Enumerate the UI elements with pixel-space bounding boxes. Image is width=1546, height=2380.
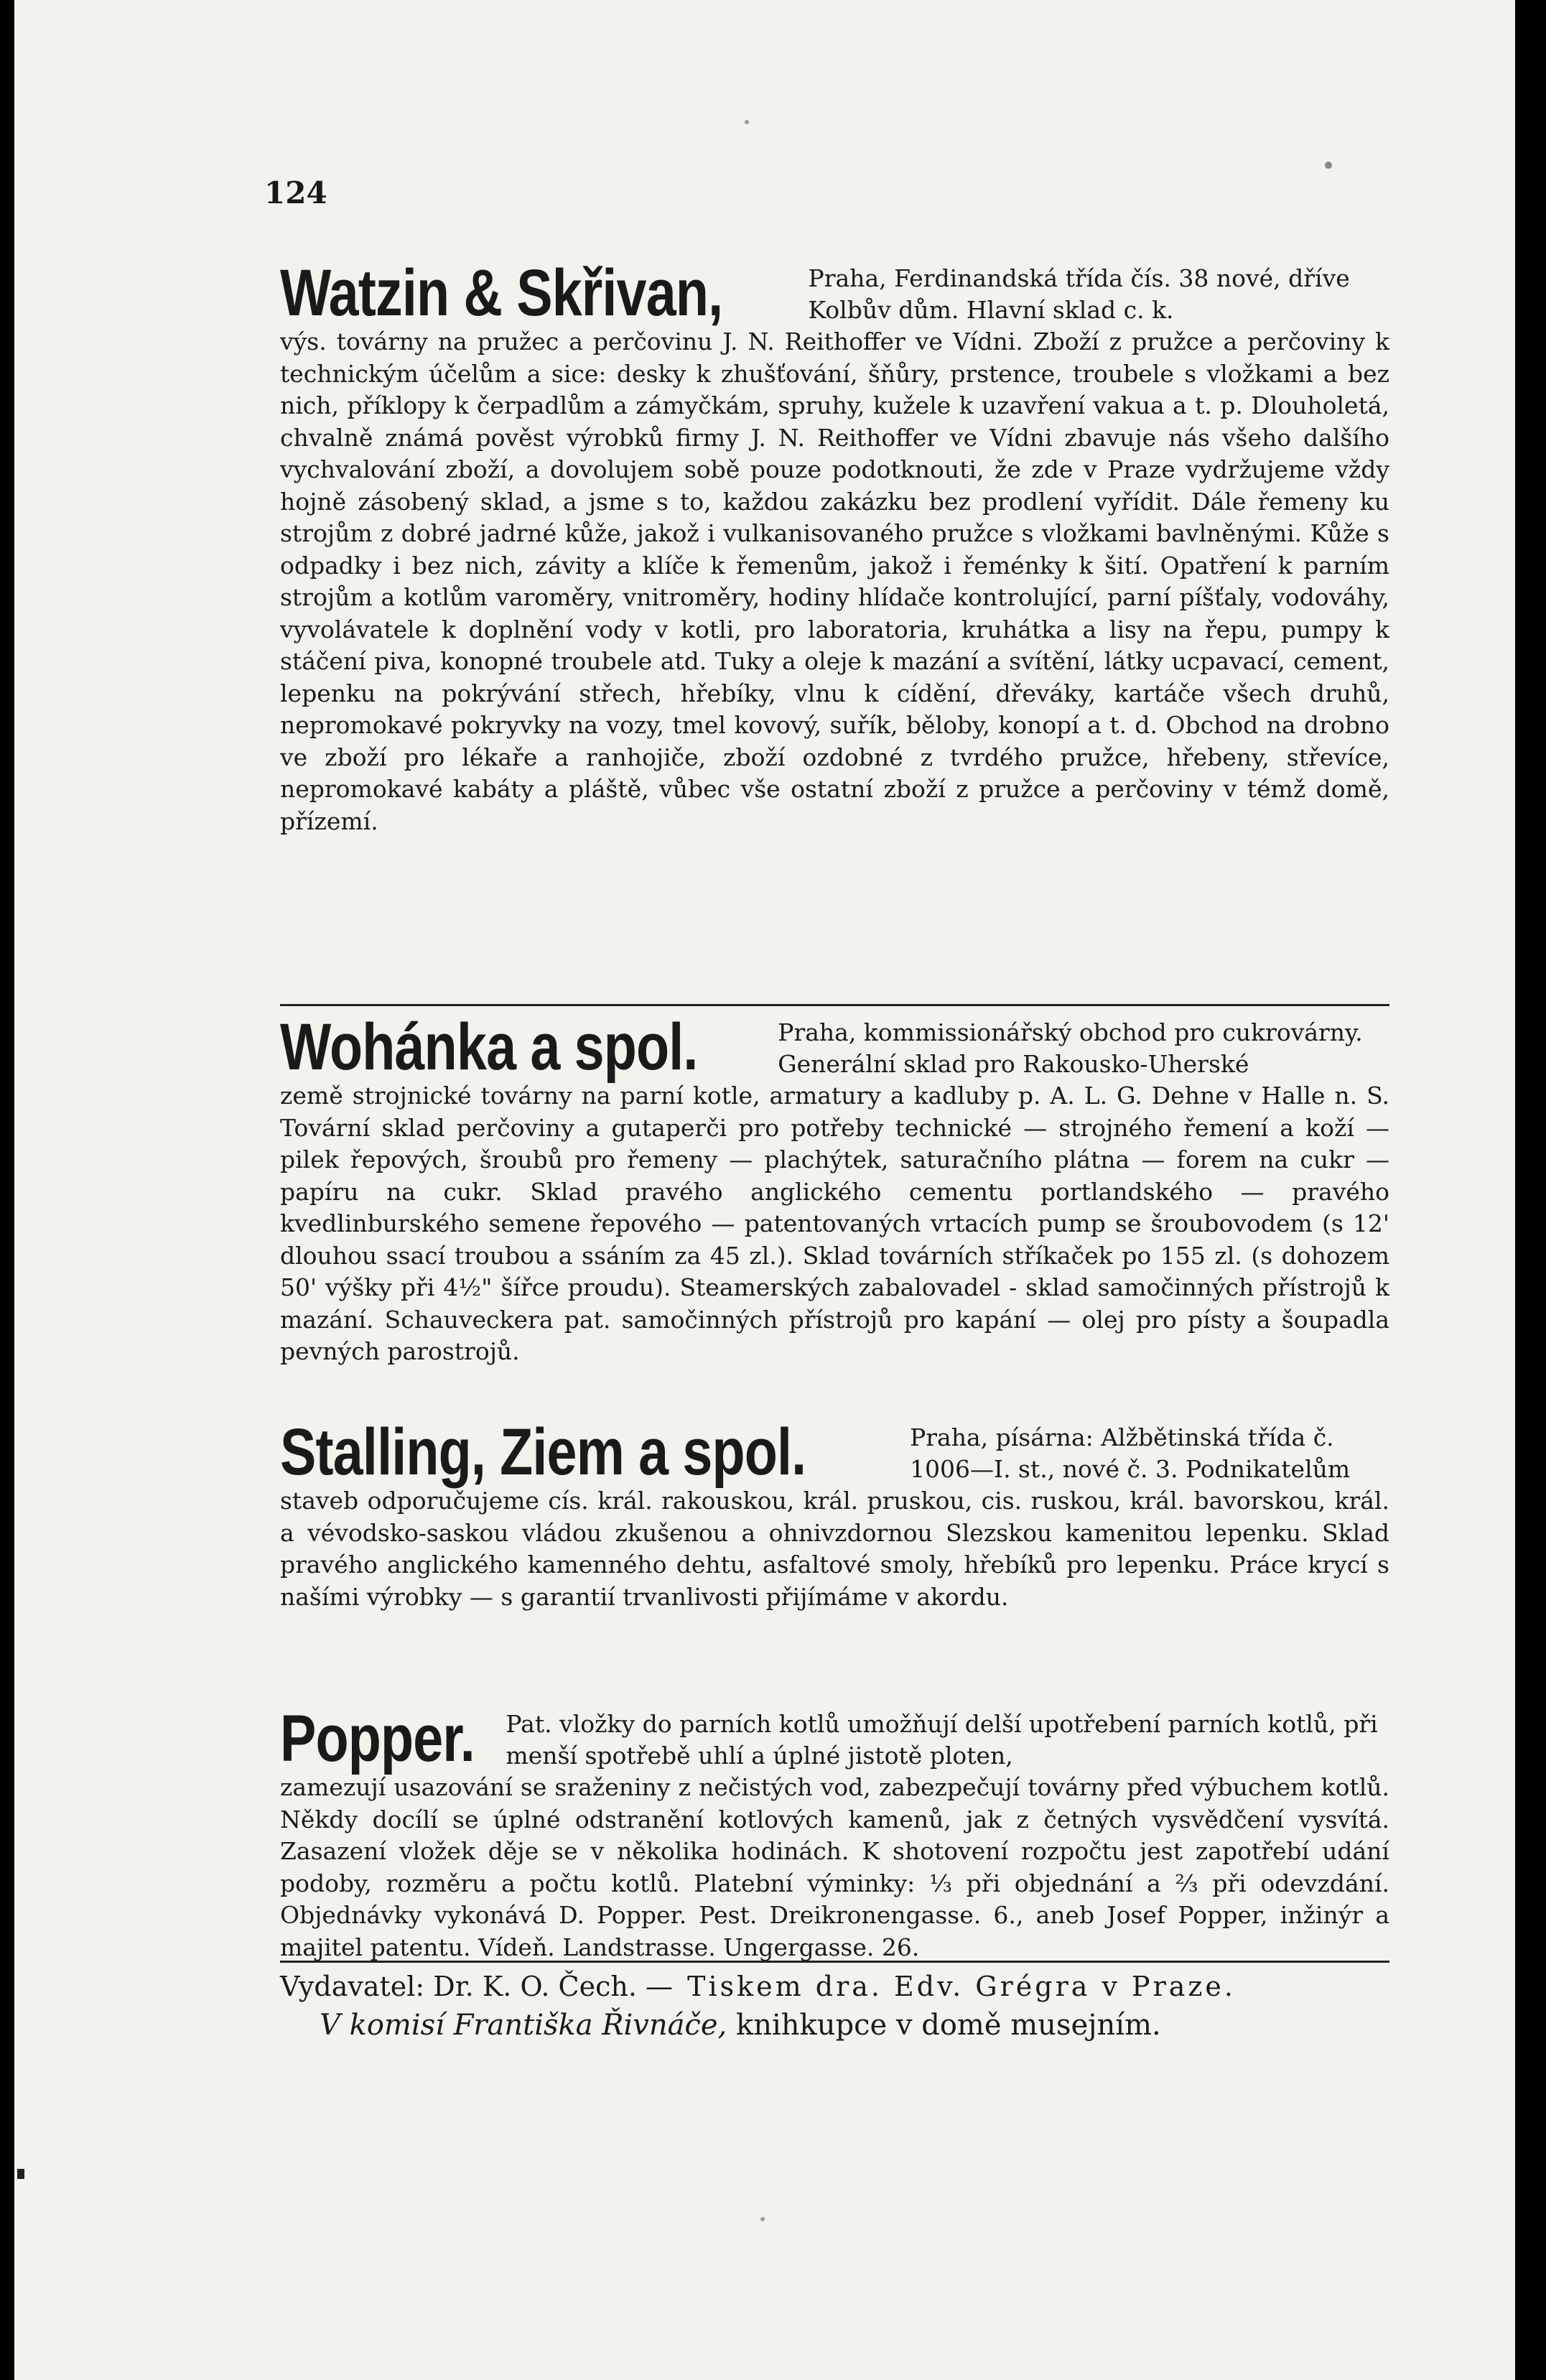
publisher-label: Vydavatel:: [280, 1971, 425, 2002]
page-number: 124: [264, 175, 327, 210]
commission-rest: knihkupce v domě musejním.: [735, 2009, 1161, 2042]
printer-credit: — Tiskem dra. Edv. Grégra v Praze.: [646, 1971, 1236, 2002]
speck: [17, 2169, 24, 2179]
page: [14, 0, 1515, 2380]
firm-name: Popper.: [280, 1702, 475, 1775]
advert-heading: Pat. vložky do parních kotlů umožňují delší upotřebení parních kotlů, při menší spotřebě uhlí a úplné jistotě ploten,: [506, 1710, 1378, 1770]
advert-heading: Praha, kommissionářský obchod pro cukrovárny. Generální sklad pro Rakousko-Uherské: [778, 1018, 1363, 1078]
speck: [1325, 162, 1332, 169]
commission-prefix: V komisí Františka Řivnáče,: [320, 2009, 727, 2042]
scan-specks: [14, 0, 1515, 2380]
advert-heading: Praha, Ferdinandská třída čís. 38 nové, dříve Kolbův dům. Hlavní sklad c. k.: [808, 264, 1350, 324]
advert-body: zamezují usazování se sraženiny z nečistých vod, zabezpečují továrny před výbuchem kotlů. Někdy docílí se úplné odstranění kotlových kamenů, jak z četných vysvědčení vysvítá. Zasazení vložek děje se v několika hodinách. K shotovení rozpočtu jest zapotřebí udání podoby, rozměru a počtu kotlů. Platební výminky: ⅓ při objednání a ⅔ při odevzdání. Objednávky vykonává D. Popper. Pest. Dreikronengasse. 6., aneb Josef Popper, inžinýr a majitel patentu. Vídeň. Landstrasse. Ungergasse. 26.: [280, 1773, 1389, 1961]
speck: [760, 2217, 765, 2221]
advert-body: staveb odporučujeme cís. král. rakouskou, král. pruskou, cis. ruskou, král. bavorskou, král. a vévodsko-saskou vládou zkušenou a ohnivzdornou Slezskou kamenitou lepenku. Sklad pravého anglického kamenného dehtu, asfaltové smoly, hřebíků pro lepenku. Práce krycí s našími výrobky — s garantií trvanlivosti přijímáme v akordu.: [280, 1487, 1389, 1611]
advert-body: země strojnické továrny na parní kotle, armatury a kadluby p. A. L. G. Dehne v Halle n. S. Tovární sklad perčoviny a gutaperči pro potřeby technické — strojného řemení a koží — pilek řepových, šroubů pro řemeny — plachýtek, saturačního plátna — forem na cukr — papíru na cukr. Sklad pravého anglického cementu portlandského — pravého kvedlinburského semene řepového — patentovaných vrtacích pump se šroubovodem (s 12' dlouhou ssací troubou a ssáním za 45 zl.). Sklad továrních stříkaček po 155 zl. (s dohozem 50' výšky při 4½" šířce proudu). Steamerských zabalovadel - sklad samočinných přístrojů k mazání. Schauveckera pat. samočinných přístrojů pro kapání — olej pro písty a šoupadla pevných parostrojů.: [280, 1082, 1389, 1365]
firm-name: Watzin & Skřivan,: [280, 256, 723, 330]
advert-body: výs. továrny na pružec a perčovinu J. N. Reithoffer ve Vídni. Zboží z pružce a perčoviny k technickým účelům a sice: desky k zhušťování, šňůry, prstence, troubele s vložkami a bez nich, příklopy k čerpadlům a zámyčkám, spruhy, kužele k uzavření vakua a t. p. Dlouholetá, chvalně známá pověst výrobků firmy J. N. Reithoffer ve Vídni zbavuje nás všeho dalšího vychvalování zboží, a dovolujem sobě pouze podotknouti, že zde v Praze vydržujeme vždy hojně zásobený sklad, a jsme s to, každou zakázku bez prodlení vyřídit. Dále řemeny ku strojům z dobré jadrné kůže, jakož i vulkanisovaného pružce s vložkami bavlněnými. Kůže s odpadky i bez nich, závity a klíče k řemenům, jakož i řeménky k šití. Opatření k parním strojům a kotlům varoměry, vnitroměry, hodiny hlídače kontrolující, parní píšťaly, vodováhy, vyvolávatele k doplnění vody v kotli, pro laboratoria, kruhátka a lisy na řepu, pumpy k stáčení piva, konopné troubele atd. Tuky a oleje k mazání a svítění, látky ucpavací, cement, lepenku na pokrývání střech, hřebíky, vlnu k cídění, dřeváky, kartáče všech druhů, nepromokavé pokryvky na vozy, tmel kovový, suřík, běloby, konopí a t. d. Obchod na drobno ve zboží pro lékaře a ranhojiče, zboží ozdobné z tvrdého pružce, hřebeny, střevíce, nepromokavé kabáty a pláště, vůbec vše ostatní zboží z pružce a perčoviny v témž domě, přízemí.: [280, 327, 1389, 835]
advert-heading: Praha, písárna: Alžbětinská třída č. 1006—I. st., nové č. 3. Podnikatelům: [910, 1423, 1351, 1483]
firm-name: Wohánka a spol.: [280, 1010, 698, 1084]
firm-name: Stalling, Ziem a spol.: [280, 1416, 806, 1489]
publisher-name: Dr. K. O. Čech.: [433, 1971, 637, 2002]
speck: [745, 120, 749, 124]
